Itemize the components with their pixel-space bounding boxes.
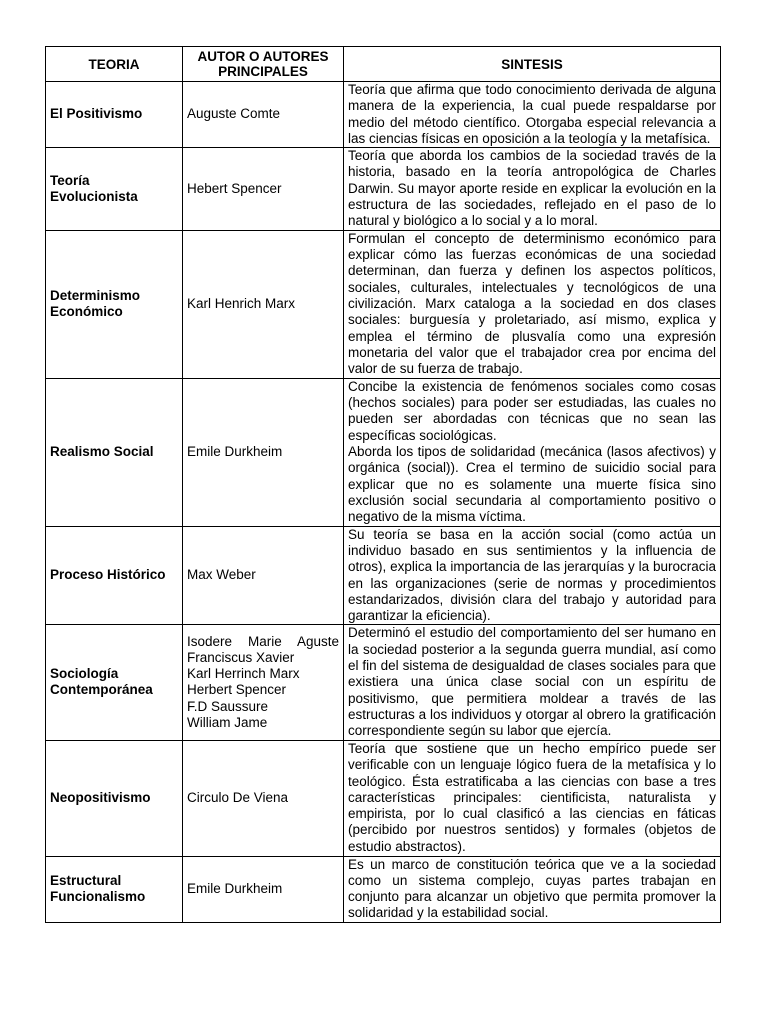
theory-author: Emile Durkheim xyxy=(183,856,344,922)
author-list xyxy=(187,634,339,732)
theory-name: Realismo Social xyxy=(46,378,183,526)
header-sintesis: SINTESIS xyxy=(344,47,721,82)
table-row xyxy=(46,82,721,148)
author-name: Isodere Marie Aguste xyxy=(187,633,339,649)
table-row xyxy=(46,625,721,740)
theory-synthesis: Teoría que sostiene que un hecho empírico puede ser verificable con un lenguaje lógico fuera de la metafísica y lo teológico. Ésta estratificaba a las ciencias con base a tres características principales: cientificista, naturalista y empirista, por lo cual clasificó a las ciencias en fáticas (percibido por nuestros sentidos) y formales (objetos de estudio abstractos). xyxy=(344,740,721,856)
theory-synthesis xyxy=(344,378,721,526)
author-name: F.D Saussure xyxy=(187,698,269,714)
theory-name: Determinismo Económico xyxy=(46,230,183,378)
theory-name: Teoría Evolucionista xyxy=(46,148,183,230)
table-row xyxy=(46,856,721,922)
theory-synthesis: Es un marco de constitución teórica que ve a la sociedad como un sistema complejo, cuyas partes trabajan en conjunto para alcanzar un objetivo que permita promover la solidaridad y la estabilidad social. xyxy=(344,856,721,922)
synthesis-paragraph: Concibe la existencia de fenómenos sociales como cosas (hechos sociales) para poder ser estudiadas, las cuales no pueden ser abordadas con técnicas que no sean las específicas sociológicas. xyxy=(348,378,716,443)
theory-author: Auguste Comte xyxy=(183,82,344,148)
theory-synthesis: Teoría que aborda los cambios de la sociedad través de la historia, basado en la teoría antropológica de Charles Darwin. Su mayor aporte reside en explicar la evolución en la estructura de las sociedades, reflejado en el paso de lo natural y biológico a lo social y a lo moral. xyxy=(344,148,721,230)
theory-name: Estructural Funcionalismo xyxy=(46,856,183,922)
table-row xyxy=(46,740,721,856)
synthesis-paragraph: Aborda los tipos de solidaridad (mecánica (lasos afectivos) y orgánica (social)). Crea el termino de suicidio social para explicar que no es solamente una muerte física sino exclusión social secundaria al comportamiento positivo o negativo de la misma víctima. xyxy=(348,444,716,525)
theory-author: Circulo De Viena xyxy=(183,740,344,856)
author-name: William Jame xyxy=(187,715,268,731)
theory-authors xyxy=(183,625,344,740)
table-row xyxy=(46,230,721,378)
header-teoria: TEORIA xyxy=(46,47,183,82)
theory-synthesis: Determinó el estudio del comportamiento del ser humano en la sociedad posterior a la segunda guerra mundial, así como el fin del sistema de desigualdad de clases sociales para que existiera una única clase social con un espíritu de positivismo, que permitiera moldear a través de las estructuras a los individuos y otorgar al obrero la gratificación correspondiente según su labor que ejercía. xyxy=(344,625,721,740)
header-autores: AUTOR O AUTORES PRINCIPALES xyxy=(183,47,344,82)
theory-author: Hebert Spencer xyxy=(183,148,344,230)
author-name: Herbert Spencer xyxy=(187,682,287,698)
theory-author: Emile Durkheim xyxy=(183,378,344,526)
theory-synthesis: Formulan el concepto de determinismo económico para explicar cómo las fuerzas económicas de una sociedad determinan, dan fuerza y definen los aspectos políticos, sociales, culturales, intelectuales y tecnológicos de una civilización. Marx cataloga a la sociedad en dos clases sociales: burguesía y proletariado, así mismo, explica y emplea el término de plusvalía como una expresión monetaria del valor que el trabajador crea por encima del valor de su fuerza de trabajo. xyxy=(344,230,721,378)
theory-author: Max Weber xyxy=(183,526,344,625)
theory-name: Sociología Contemporánea xyxy=(46,625,183,740)
table-row xyxy=(46,378,721,526)
theory-name: Proceso Histórico xyxy=(46,526,183,625)
table-row xyxy=(46,148,721,230)
theory-synthesis: Teoría que afirma que todo conocimiento derivada de alguna manera de la experiencia, la cual puede respaldarse por medio del método científico. Otorgaba especial relevancia a las ciencias físicas en oposición a la teología y la metafísica. xyxy=(344,82,721,148)
author-name: Karl Herrinch Marx xyxy=(187,666,300,682)
table-header-row xyxy=(46,47,721,82)
theory-name: Neopositivismo xyxy=(46,740,183,856)
theory-author: Karl Henrich Marx xyxy=(183,230,344,378)
theory-synthesis: Su teoría se basa en la acción social (como actúa un individuo basado en sus sentimientos y la influencia de otros), explica la importancia de las jerarquías y la burocracia en las organizaciones (serie de normas y procedimientos estandarizados, división clara del trabajo y autoridad para garantizar la eficiencia). xyxy=(344,526,721,625)
author-name: Franciscus Xavier xyxy=(187,649,295,665)
theory-name: El Positivismo xyxy=(46,82,183,148)
theories-table xyxy=(45,46,721,923)
table-row xyxy=(46,526,721,625)
